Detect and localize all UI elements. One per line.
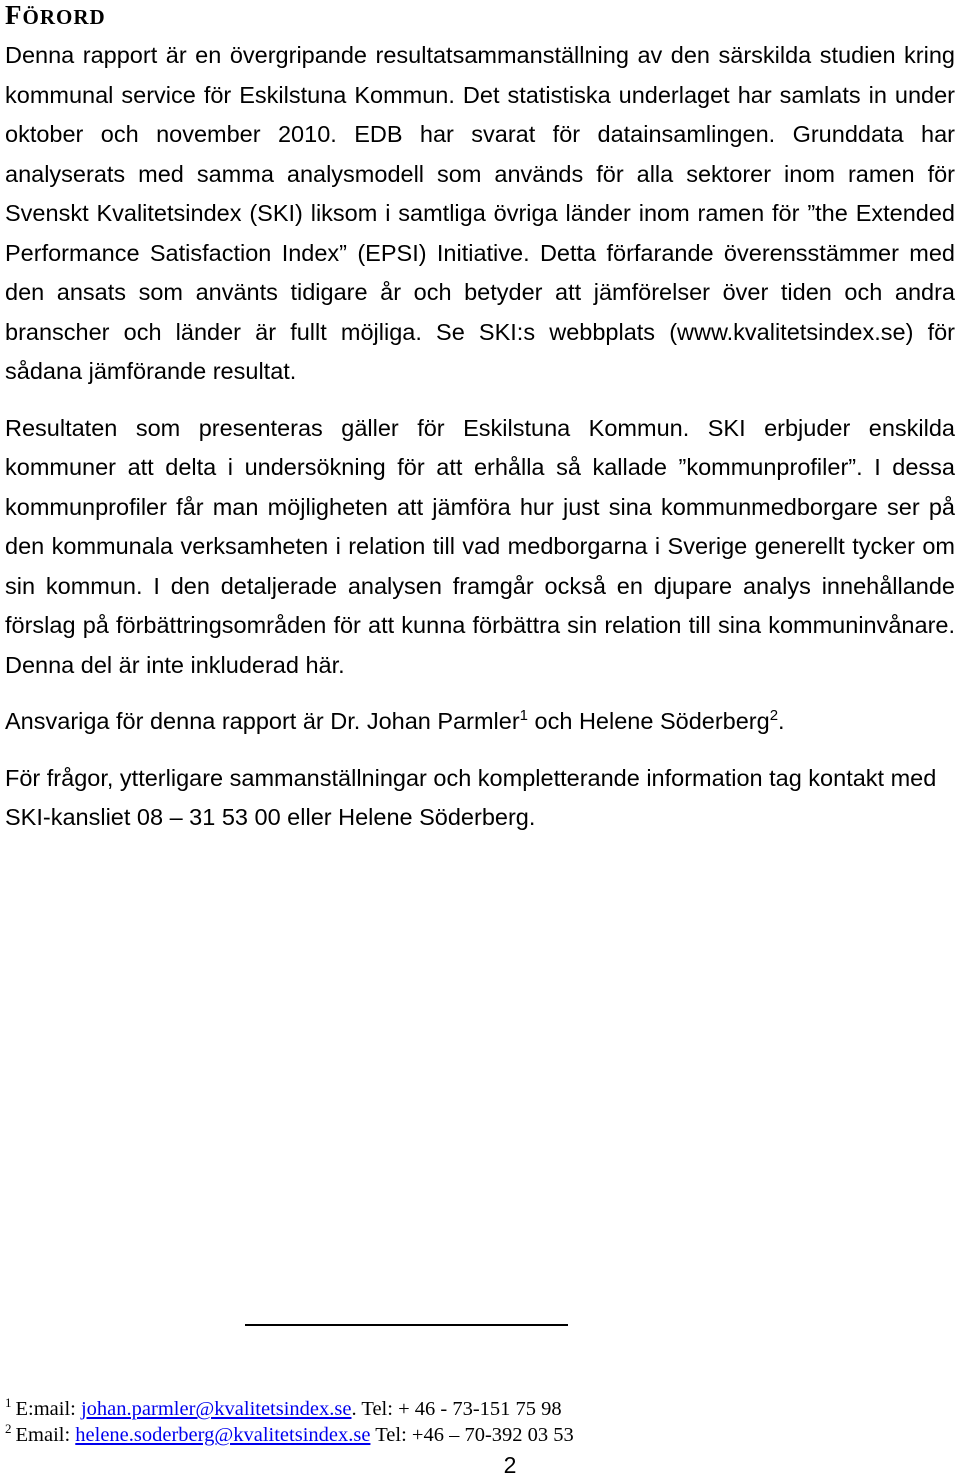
footnote-suffix: Tel: +46 – 70-392 03 53 [370,1424,574,1446]
responsible-text-middle: och Helene Söderberg [528,708,770,734]
page-title [5,0,106,32]
footnote-prefix: Email: [15,1424,76,1446]
responsible-text-before: Ansvariga för denna rapport är Dr. Johan Parmler [5,708,520,734]
paragraph-results: Resultaten som presenteras gäller för Eskilstuna Kommun. SKI erbjuder enskilda kommuner att delta i undersökning för att erhålla så kallade ”kommunprofiler”. I dessa kommunprofiler får man möjligheten att jämföra hur just sina kommunmedborgare ser på den kommunala verksamheten i relation till vad medborgarna i Sverige generellt tycker om sin kommun. I den detaljerade analysen framgår också en djupare analys innehållande förslag på förbättringsområden för att kunna förbättra sin relation till sina kommuninvånare. Denna del är inte inkluderad här. [5,414,955,678]
footnote-divider [245,1324,568,1326]
title-initial: F [5,0,23,30]
footnote-number: 1 [5,1395,12,1410]
footnote-number: 2 [5,1421,12,1436]
footnote-suffix: . Tel: + 46 - 73-151 75 98 [351,1398,562,1420]
title-rest: ÖRORD [22,5,106,29]
paragraph-contact: För frågor, ytterligare sammanställningar och kompletterande information tag kontakt med SKI-kansliet 08 – 31 53 00 eller Helene Söderberg. [5,764,937,830]
paragraph-intro: Denna rapport är en övergripande resultatsammanställning av den särskilda studien kring kommunal service för Eskilstuna Kommun. Det statistiska underlaget har samlats in under oktober och november 2010. EDB har svarat för datainsamlingen. Grunddata har analyserats med samma analysmodell som används för alla sektorer inom ramen för Svenskt Kvalitetsindex (SKI) liksom i samtliga övriga länder inom ramen för ”the Extended Performance Satisfaction Index” (EPSI) Initiative. Detta förfarande överensstämmer med den ansats som använts tidigare år och betyder att jämförelser över tiden och andra branscher och länder är fullt möjliga. Se SKI:s webbplats (www.kvalitetsindex.se) för sådana jämförande resultat. [5,42,955,384]
footnote-ref-1: 1 [519,707,528,724]
page-number: 2 [503,1452,517,1478]
document-body [5,36,955,855]
paragraph-responsible [5,702,955,742]
footnote-ref-2: 2 [769,707,779,724]
footnote-1 [5,1396,574,1422]
responsible-text-after: . [778,708,785,734]
footnote-2 [5,1422,574,1448]
footnote-prefix: E:mail: [15,1398,81,1420]
email-link-parmler[interactable]: johan.parmler@kvalitetsindex.se [80,1398,352,1420]
email-link-soderberg[interactable]: helene.soderberg@kvalitetsindex.se [75,1424,371,1446]
footnotes [5,1396,574,1448]
